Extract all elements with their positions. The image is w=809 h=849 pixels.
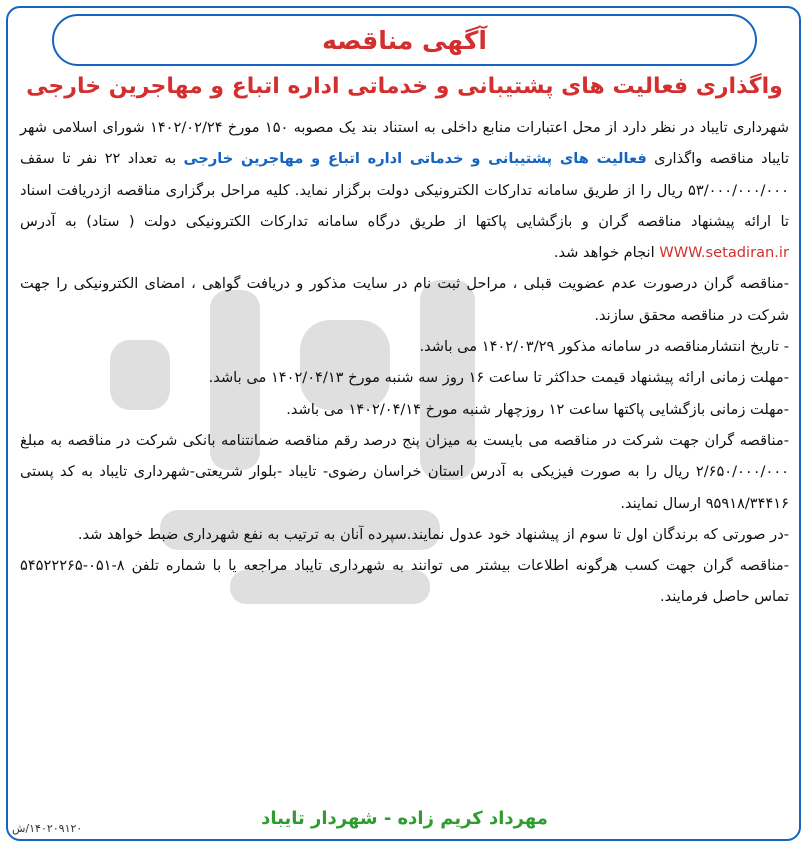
notice-subtitle: واگذاری فعالیت های پشتیبانی و خدماتی اداره اتباع و مهاجرین خارجی xyxy=(26,74,783,99)
paragraph-registration: -مناقصه گران درصورت عدم عضویت قبلی ، مراحل ثبت نام در سایت مذکور و دریافت گواهی ، امضای الکترونیکی را جهت شرکت در مناقصه محقق سازند. xyxy=(20,275,789,324)
title-box xyxy=(52,14,757,66)
intro-highlight: فعالیت های پشتیبانی و خدماتی اداره اتباع و مهاجرین خارجی xyxy=(183,150,647,168)
intro-text-end: انجام خواهد شد. xyxy=(553,244,660,262)
intro-text-cont: به تعداد ۲۲ نفر تا سقف ۵۳/۰۰۰/۰۰۰/۰۰۰ ریال را از طریق سامانه تدارکات الکترونیکی دولت برگزار نماید. کلیه مراحل برگزاری مناقصه ازدریافت اسناد تا ارائه پیشنهاد مناقصه گران و بازگشایی پاکتها از طریق درگاه سامانه تدارکات الکترونیکی دولت ( ستاد) به آدرس xyxy=(20,150,789,230)
paragraph-contact: -مناقصه گران جهت کسب هرگونه اطلاعات بیشتر می توانند به شهرداری تایباد مراجعه یا با شماره تلفن ۸-۰۵۱-۵۴۵۲۲۲۶۵ تماس حاصل فرمایند. xyxy=(20,557,789,606)
paragraph-bid-deadline: -مهلت زمانی ارائه پیشنهاد قیمت حداکثر تا ساعت ۱۶ روز سه شنبه مورخ ۱۴۰۲/۰۴/۱۳ می باشد. xyxy=(208,369,789,387)
paragraph-guarantee: -مناقصه گران جهت شرکت در مناقصه می بایست به میزان پنج درصد رقم مناقصه ضمانتنامه بانکی شرکت در مناقصه به مبلغ ۲/۶۵۰/۰۰۰/۰۰۰ ریال را به صورت فیزیکی به آدرس استان خراسان رضوی- تایباد -بلوار شریعتی-شهرداری تایباد به کد پستی ۹۵۹۱۸/۳۴۴۱۶ ارسال نمایند. xyxy=(20,431,789,512)
notice-body xyxy=(20,112,789,613)
setad-link[interactable]: WWW.setadiran.ir xyxy=(659,244,789,262)
paragraph-publish-date: - تاریخ انتشارمناقصه در سامانه مذکور ۱۴۰۲/۰۳/۲۹ می باشد. xyxy=(419,338,789,356)
paragraph-intro xyxy=(20,112,789,268)
paragraph-opening-date: -مهلت زمانی بازگشایی پاکتها ساعت ۱۲ روزچهار شنبه مورخ ۱۴۰۲/۰۴/۱۴ می باشد. xyxy=(286,400,789,418)
intro-text: شهرداری تایباد در نظر دارد از محل اعتبارات منابع داخلی به استناد بند یک مصوبه ۱۵۰ مورخ ۱۴۰۲/۰۲/۲۴ شورای اسلامی شهر تایباد مناقصه واگذاری xyxy=(20,119,790,168)
paragraph-forfeit: -در صورتی که برندگان اول تا سوم از پیشنهاد خود عدول نمایند.سپرده آنان به ترتیب به نفع شهرداری ضبط خواهد شد. xyxy=(77,525,789,543)
signature: مهرداد کریم زاده - شهردار تایباد xyxy=(261,808,548,829)
notice-title: آگهی مناقصه xyxy=(322,25,487,55)
notice-code: ۱۴۰۲۰۹۱۲۰/ش xyxy=(12,822,83,835)
